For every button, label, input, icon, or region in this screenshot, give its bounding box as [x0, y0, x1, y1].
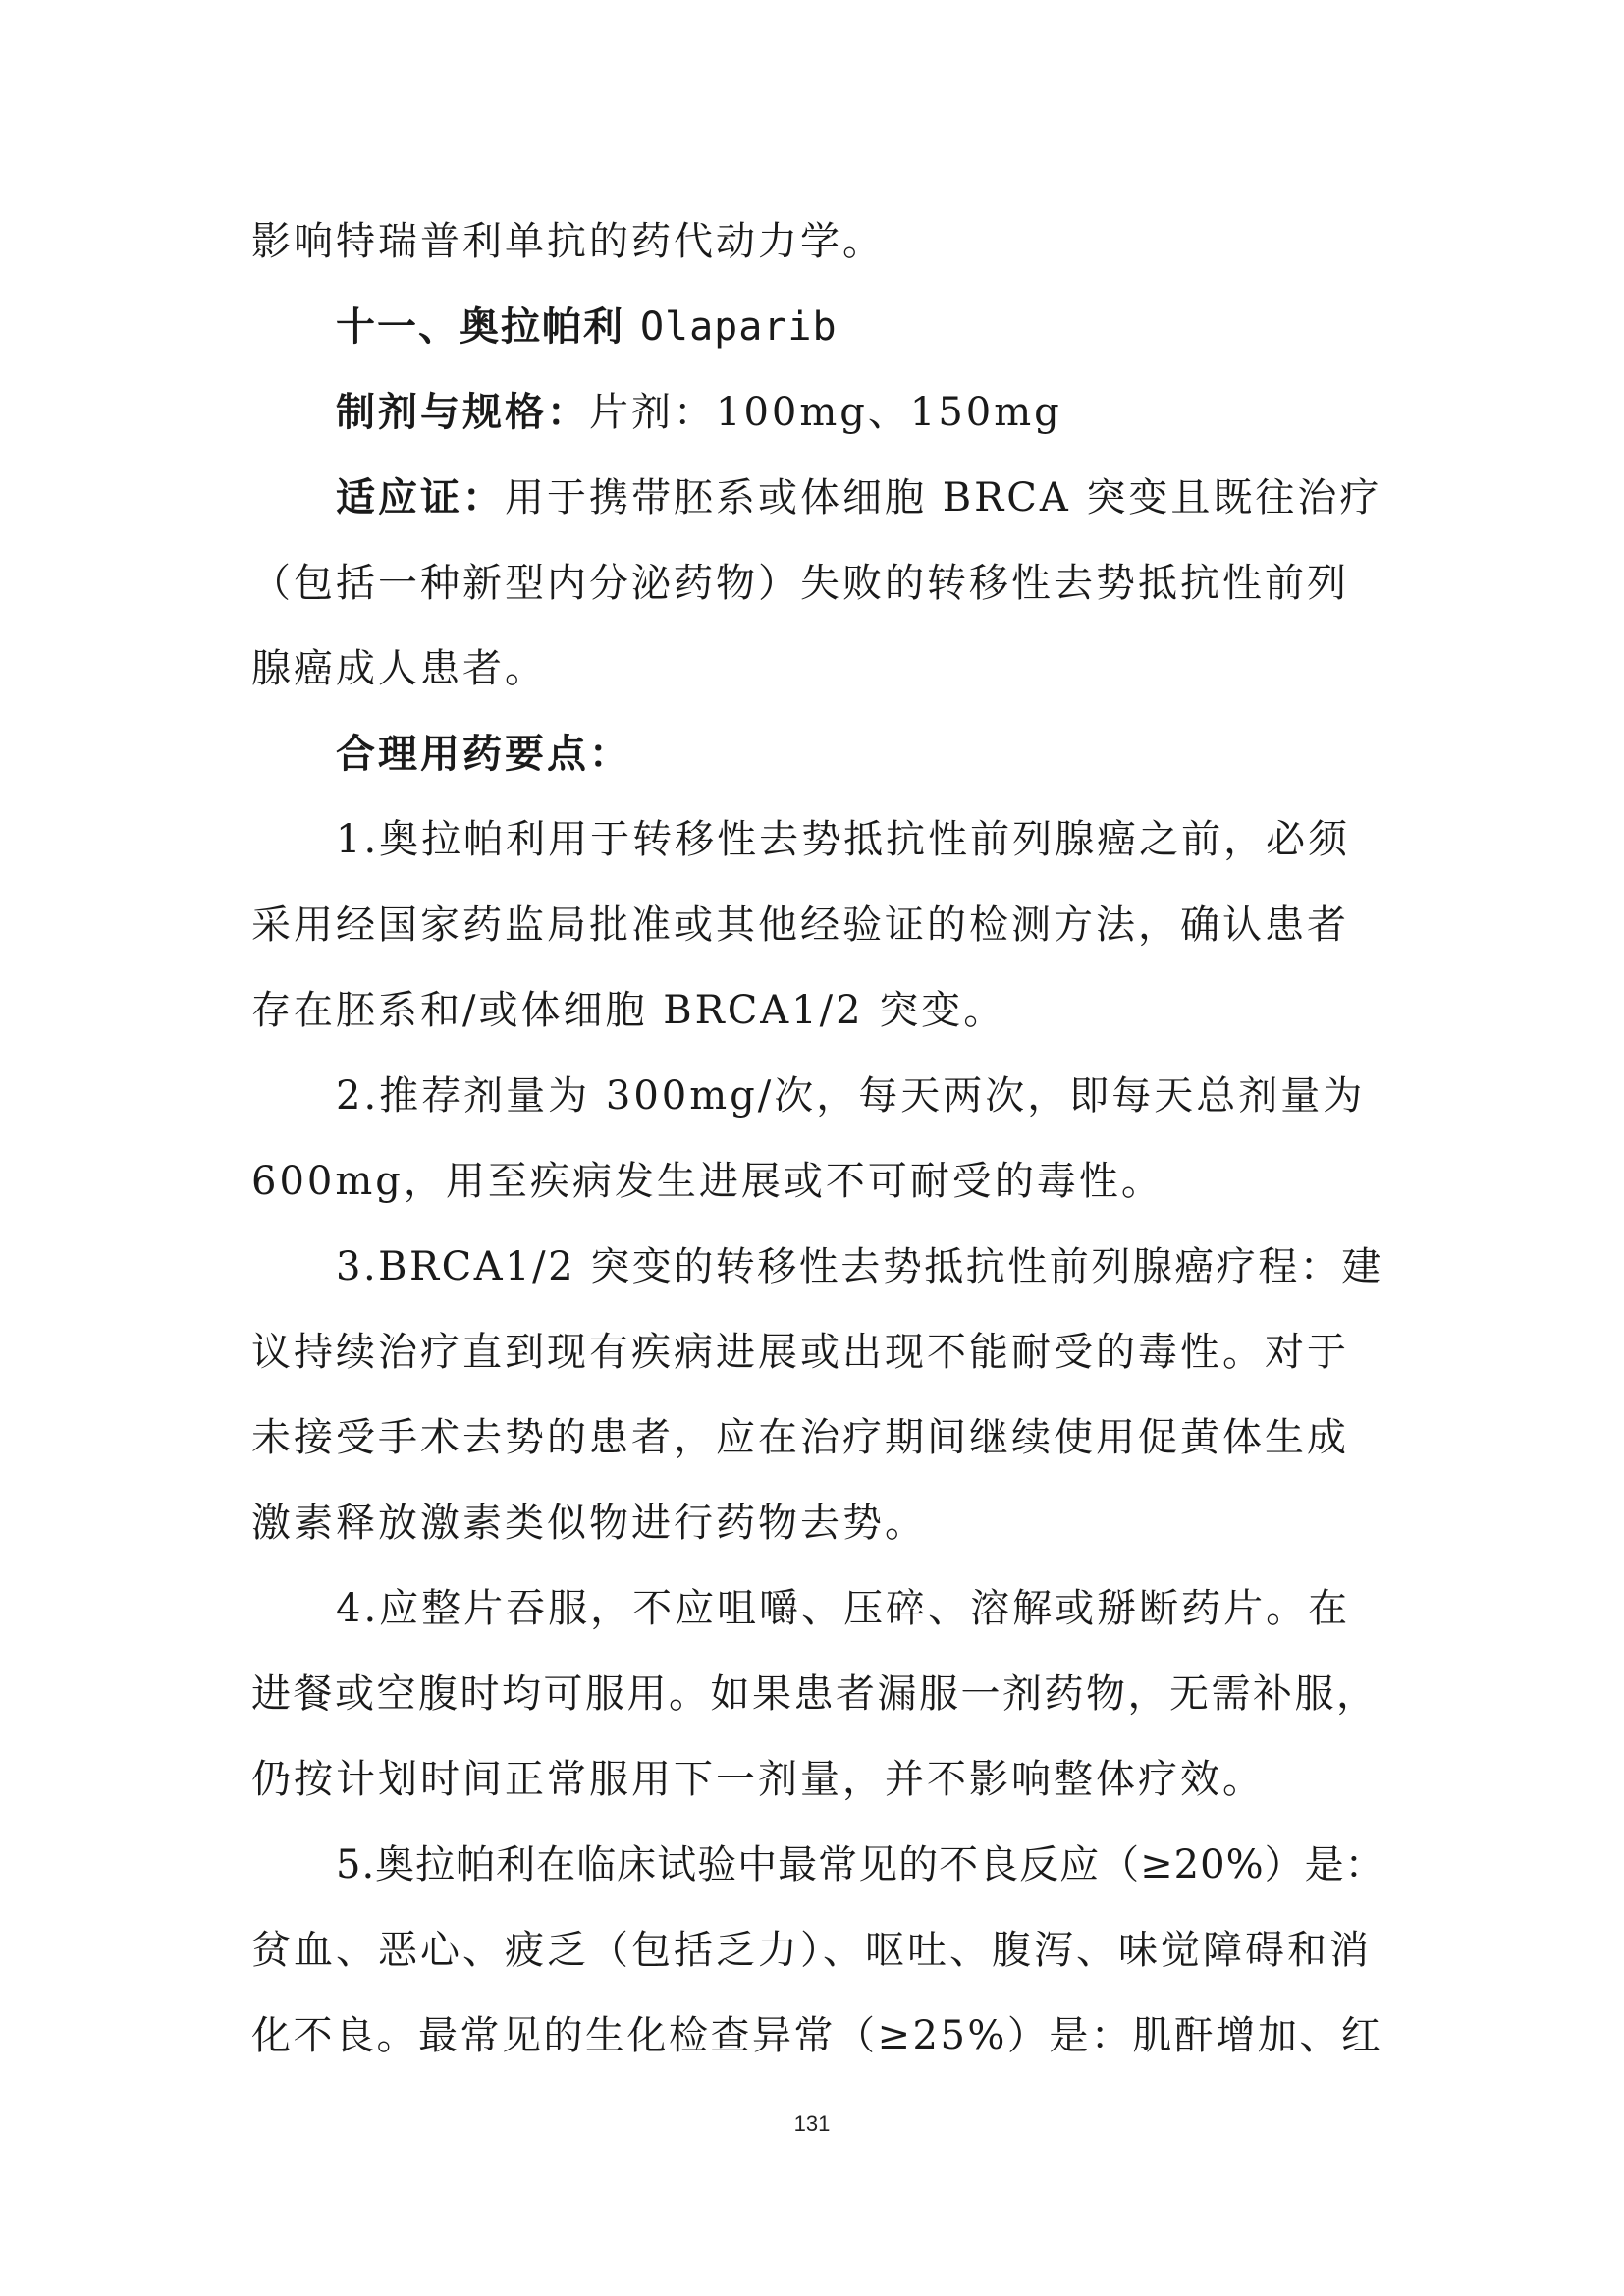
spec-value: 片剂：100mg、150mg — [589, 390, 1062, 435]
text-line: 采用经国家药监局批准或其他经验证的检测方法，确认患者 — [251, 902, 1349, 948]
text-line: 存在胚系和/或体细胞 BRCA1/2 突变。 — [251, 988, 1006, 1033]
indication-line — [336, 470, 1381, 525]
text-line: 仍按计划时间正常服用下一剂量，并不影响整体疗效。 — [251, 1757, 1265, 1802]
section-heading-cn: 十一、奥拉帕利 — [336, 304, 640, 350]
page-number: 131 — [793, 2111, 831, 2136]
text-line: 影响特瑞普利单抗的药代动力学。 — [251, 219, 885, 264]
text-line: 4.应整片吞服，不应咀嚼、压碎、溶解或掰断药片。在 — [336, 1586, 1351, 1631]
text-line: 2.推荐剂量为 300mg/次，每天两次，即每天总剂量为 — [336, 1073, 1366, 1119]
spec-line — [336, 385, 1062, 440]
text-line: 化不良。最常见的生化检查异常（≥25%）是：肌酐增加、红 — [251, 2013, 1383, 2058]
points-title: 合理用药要点： — [336, 732, 631, 777]
text-line: 议持续治疗直到现有疾病进展或出现不能耐受的毒性。对于 — [251, 1330, 1349, 1375]
indication-value: 用于携带胚系或体细胞 BRCA 突变且既往治疗 — [505, 475, 1382, 520]
section-heading — [336, 300, 838, 355]
text-line: 贫血、恶心、疲乏（包括乏力）、呕吐、腹泻、味觉障碍和消 — [251, 1928, 1372, 1973]
section-heading-en: Olaparib — [639, 304, 838, 350]
text-line: 5.奥拉帕利在临床试验中最常见的不良反应（≥20%）是： — [336, 1842, 1385, 1887]
indication-label: 适应证： — [336, 475, 505, 520]
text-line: 3.BRCA1/2 突变的转移性去势抵抗性前列腺癌疗程：建 — [336, 1244, 1383, 1289]
text-line: （包括一种新型内分泌药物）失败的转移性去势抵抗性前列 — [251, 561, 1349, 606]
text-line: 激素释放激素类似物进行药物去势。 — [251, 1501, 927, 1546]
text-line: 未接受手术去势的患者，应在治疗期间继续使用促黄体生成 — [251, 1415, 1349, 1460]
text-line: 腺癌成人患者。 — [251, 646, 547, 691]
text-line: 1.奥拉帕利用于转移性去势抵抗性前列腺癌之前，必须 — [336, 817, 1351, 862]
text-line: 进餐或空腹时均可服用。如果患者漏服一剂药物，无需补服， — [251, 1671, 1379, 1717]
text-line: 600mg，用至疾病发生进展或不可耐受的毒性。 — [251, 1159, 1164, 1204]
spec-label: 制剂与规格： — [336, 390, 589, 435]
